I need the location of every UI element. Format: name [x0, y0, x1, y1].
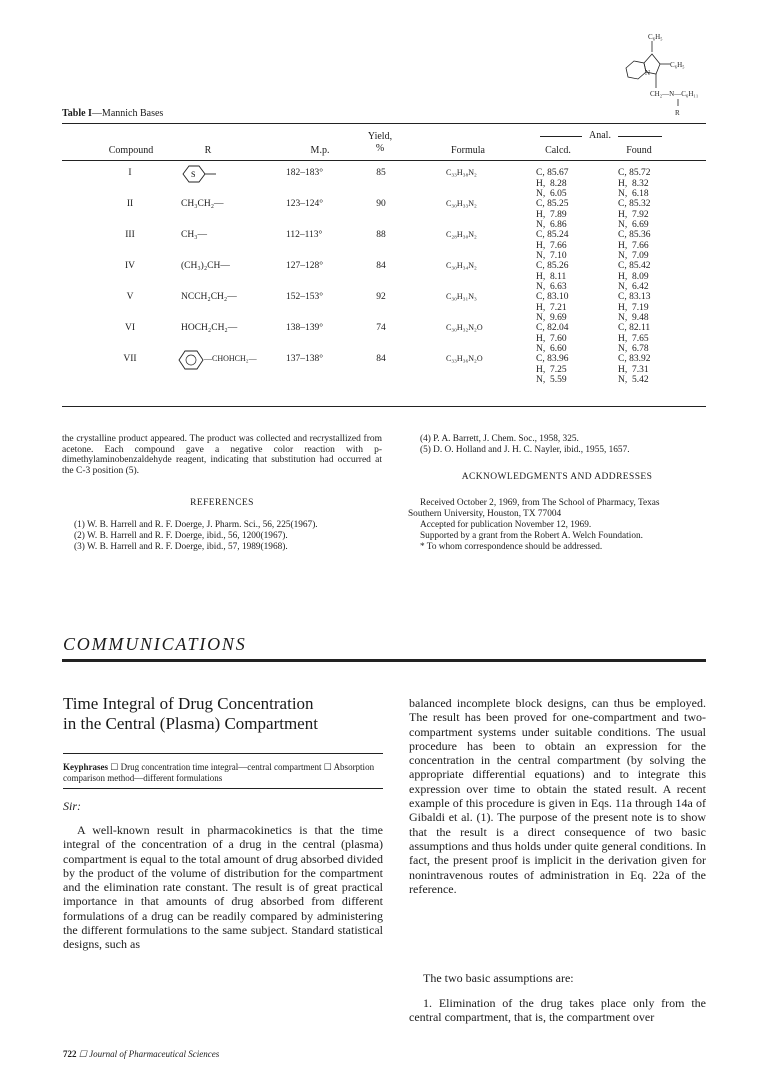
row-formula: C₃₀H₃₂N₂O — [446, 323, 483, 332]
page-footer — [63, 1049, 219, 1060]
header-anal: Anal. — [589, 130, 611, 141]
keyphrases-rule-bottom — [63, 788, 383, 789]
row-calcd: C, 82.04 H, 7.60 N, 6.60 — [536, 323, 569, 354]
ack-line-4: Supported by a grant from the Robert A. Welch Foundation. — [420, 531, 643, 541]
row-calcd: C, 85.26 H, 8.11 N, 6.63 — [536, 261, 569, 292]
structure-side-chain: CH₂—N—C₆H₁₁ — [650, 90, 699, 98]
header-found: Found — [626, 145, 652, 156]
footer-page-number: 722 — [63, 1049, 77, 1059]
row-found: C, 82.11 H, 7.65 N, 6.78 — [618, 323, 651, 354]
row-yield: 74 — [376, 323, 386, 333]
row-yield: 88 — [376, 230, 386, 240]
row-compound: V — [126, 292, 134, 302]
row-r: CH₃— — [181, 230, 208, 240]
row-mp: 123–124° — [286, 199, 324, 209]
row-yield: 84 — [376, 261, 386, 271]
row-compound: VI — [124, 323, 136, 333]
indole-structure-figure — [612, 30, 712, 122]
row-formula: C₃₀H₃₁N₃ — [446, 292, 477, 301]
row-found: C, 83.13 H, 7.19 N, 9.48 — [618, 292, 651, 323]
row-found: C, 85.72 H, 8.32 N, 6.18 — [618, 168, 651, 199]
row-calcd: C, 83.10 H, 7.21 N, 9.69 — [536, 292, 569, 323]
row-calcd: C, 83.96 H, 7.25 N, 5.59 — [536, 354, 569, 385]
table-top-rule — [62, 123, 706, 124]
reference-4: (4) P. A. Barrett, J. Chem. Soc., 1958, 325. — [420, 434, 579, 444]
salutation: Sir: — [63, 799, 81, 813]
header-calcd: Calcd. — [545, 145, 571, 156]
row-yield: 85 — [376, 168, 386, 178]
ack-line-5: * To whom correspondence should be addressed. — [420, 542, 603, 552]
row-found: C, 85.42 H, 8.09 N, 6.42 — [618, 261, 651, 292]
upper-left-paragraph: the crystalline product appeared. The product was collected and recrystallized from acetone. Each compound gave a negative color reaction with p-dimethylaminobenzaldehyde reagent, indicating that substitution had occurred at the C-3 position (5). — [62, 434, 382, 476]
row-calcd: C, 85.25 H, 7.89 N, 6.86 — [536, 199, 569, 230]
table-caption — [62, 108, 163, 119]
row-found: C, 85.32 H, 7.92 N, 6.69 — [618, 199, 651, 230]
anal-rule-left — [540, 136, 582, 137]
row-formula: C₂₈H₃₀N₂ — [446, 230, 477, 239]
row-r: CH₃CH₂— — [181, 199, 224, 209]
row-found: C, 85.36 H, 7.66 N, 7.09 — [618, 230, 651, 261]
row-r: (CH₃)₂CH— — [181, 261, 230, 271]
benzene-ring-icon — [176, 349, 206, 371]
row-formula: C₃₀H₃₄N₂ — [446, 261, 477, 270]
header-r: R — [204, 145, 212, 156]
keyphrases-text: ☐ Drug concentration time integral—central compartment ☐ Absorption comparison method—different formulations — [63, 762, 375, 783]
table-bottom-rule — [62, 406, 706, 407]
structure-substituent-right: C₆H₅ — [670, 61, 685, 69]
row-compound: III — [125, 230, 135, 240]
reference-5: (5) D. O. Holland and J. H. C. Nayler, ibid., 1955, 1657. — [420, 445, 630, 455]
right-body-paragraph-3: 1. Elimination of the drug takes place only from the central compartment, that is, the compartment over — [409, 996, 706, 1025]
keyphrases-label: Keyphrases — [63, 762, 108, 772]
left-body-paragraph: A well-known result in pharmacokinetics is that the time integral of the concentration of a drug in the central (plasma) compartment is equal to the total amount of drug absorbed divided by the product of the volume of distribution for the compartment and the elimination rate constant. The result is of great practical importance in that amounts of drug absorbed from different formulations of a drug can be readily compared by administering the different formulations to the same subject. Standard statistical designs, such as — [63, 823, 383, 952]
table-caption-text: —Mannich Bases — [91, 108, 164, 119]
row-calcd: C, 85.67 H, 8.28 N, 6.05 — [536, 168, 569, 199]
keyphrases — [63, 762, 383, 783]
header-yield: Yield, — [367, 131, 393, 142]
row-r: HOCH₂CH₂— — [181, 323, 238, 333]
row-mp: 152–153° — [286, 292, 324, 302]
section-title: COMMUNICATIONS — [63, 634, 247, 654]
row-yield: 84 — [376, 354, 386, 364]
anal-rule-right — [618, 136, 662, 137]
article-title — [63, 694, 383, 734]
article-title-line-2: in the Central (Plasma) Compartment — [63, 714, 318, 733]
structure-ring-atom: N — [645, 69, 651, 77]
footer-journal: ☐ Journal of Pharmaceutical Sciences — [78, 1049, 220, 1059]
table-caption-label: Table I — [62, 108, 92, 119]
row-mp: 127–128° — [286, 261, 324, 271]
references-heading: REFERENCES — [190, 498, 254, 508]
row-mp: 137–138° — [286, 354, 324, 364]
header-mp: M.p. — [310, 145, 330, 156]
row-mp: 112–113° — [286, 230, 323, 240]
row-found: C, 83.92 H, 7.31 N, 5.42 — [618, 354, 651, 385]
row-compound: I — [128, 168, 132, 178]
row-yield: 92 — [376, 292, 386, 302]
table-header-rule — [62, 160, 706, 161]
ring-label: S — [191, 170, 196, 179]
header-formula: Formula — [451, 145, 485, 156]
ack-line-1: Received October 2, 1969, from The School of Pharmacy, Texas — [420, 498, 660, 508]
row-compound: II — [126, 199, 134, 209]
ack-line-3: Accepted for publication November 12, 1969. — [420, 520, 592, 530]
structure-r-group: R — [675, 109, 680, 117]
reference-2: (2) W. B. Harrell and R. F. Doerge, ibid., 56, 1200(1967). — [74, 531, 288, 541]
row-mp: 182–183° — [286, 168, 324, 178]
row-compound: VII — [123, 354, 137, 364]
reference-3: (3) W. B. Harrell and R. F. Doerge, ibid., 57, 1989(1968). — [74, 542, 288, 552]
header-yield-unit: % — [375, 143, 385, 154]
ack-line-2: Southern University, Houston, TX 77004 — [408, 509, 562, 519]
header-compound: Compound — [108, 145, 154, 156]
structure-substituent-top: C₆H₅ — [648, 33, 663, 41]
row-formula: C₃₀H₃₃N₂ — [446, 199, 477, 208]
row-formula: C₃₃H₃₆N₂O — [446, 354, 483, 363]
row-formula: C₃₃H₃₈N₂ — [446, 168, 477, 177]
article-title-line-1: Time Integral of Drug Concentration — [63, 694, 314, 713]
row-compound: IV — [124, 261, 136, 271]
acknowledgments-heading: ACKNOWLEDGMENTS AND ADDRESSES — [461, 472, 653, 482]
keyphrases-rule-top — [63, 753, 383, 754]
row-calcd: C, 85.24 H, 7.66 N, 7.10 — [536, 230, 569, 261]
right-body-paragraph-1: balanced incomplete block designs, can thus be employed. The result has been proved for one-compartment and two-compartment systems under suitable conditions. The usual procedure has been to obtain an expression for the concentration in the central compartment (by solving the appropriate differential equations) and to integrate this expression over time to obtain the stated result. A recent example of this procedure is given in Eqs. 11a through 14a of Gibaldi et al. (1). The purpose of the present note is to show that the result is a direct consequence of two basic assumptions and thus holds under quite general conditions. In fact, the present proof is implicit in the derivation given for nonintravenous routes of administration in Eq. 22a of the reference. — [409, 696, 706, 896]
row-r: —CHOHCH₂— — [204, 354, 257, 363]
thiophene-ring-icon — [180, 164, 220, 184]
row-r: NCCH₂CH₂— — [181, 292, 237, 302]
section-rule — [62, 659, 706, 662]
row-mp: 138–139° — [286, 323, 324, 333]
right-body-paragraph-2: The two basic assumptions are: — [423, 971, 574, 985]
reference-1: (1) W. B. Harrell and R. F. Doerge, J. Pharm. Sci., 56, 225(1967). — [74, 520, 318, 530]
row-yield: 90 — [376, 199, 386, 209]
